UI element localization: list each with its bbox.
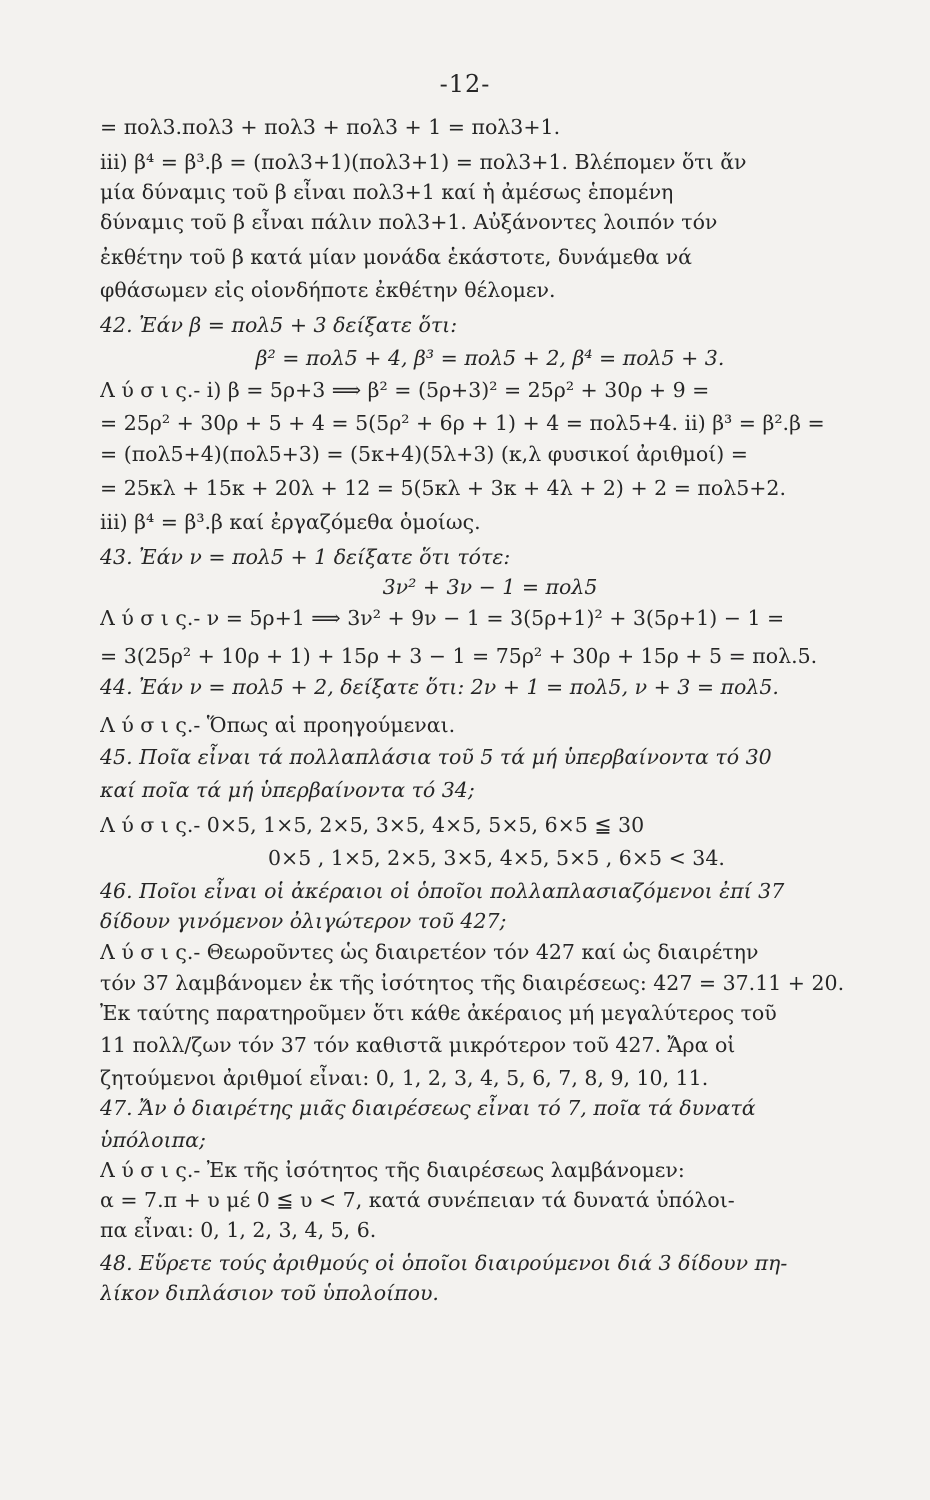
text-line: 0×5 , 1×5, 2×5, 3×5, 4×5, 5×5 , 6×5 < 34. bbox=[268, 846, 725, 870]
text-line: 44. Ἐάν ν = πολ5 + 2, δείξατε ὅτι: 2ν + 1 = πολ5, ν + 3 = πολ5. bbox=[100, 675, 779, 699]
text-line: 43. Ἐάν ν = πολ5 + 1 δείξατε ὅτι τότε: bbox=[100, 545, 511, 569]
text-line: λίκον διπλάσιον τοῦ ὑπολοίπου. bbox=[100, 1281, 439, 1305]
text-line: Λ ύ σ ι ς.- Ὅπως αἱ προηγούμεναι. bbox=[100, 713, 456, 737]
text-line: α = 7.π + υ μέ 0 ≦ υ < 7, κατά συνέπειαν τά δυνατά ὑπόλοι- bbox=[100, 1188, 735, 1212]
text-line: 48. Εὕρετε τούς ἀριθμούς οἱ ὁποῖοι διαιρούμενοι διά 3 δίδουν πη- bbox=[100, 1251, 788, 1275]
text-line: φθάσωμεν εἰς οἱονδήποτε ἐκθέτην θέλομεν. bbox=[100, 278, 556, 302]
text-line: iii) β⁴ = β³.β καί ἐργαζόμεθα ὁμοίως. bbox=[100, 510, 481, 534]
text-line: Ἐκ ταύτης παρατηροῦμεν ὅτι κάθε ἀκέραιος μή μεγαλύτερος τοῦ bbox=[100, 1001, 777, 1025]
text-line: = 25ρ² + 30ρ + 5 + 4 = 5(5ρ² + 6ρ + 1) + 4 = πολ5+4. ii) β³ = β².β = bbox=[100, 411, 825, 435]
text-line: Λ ύ σ ι ς.- ν = 5ρ+1 ⟹ 3ν² + 9ν − 1 = 3(5ρ+1)² + 3(5ρ+1) − 1 = bbox=[100, 606, 785, 630]
text-line: ζητούμενοι ἀριθμοί εἶναι: 0, 1, 2, 3, 4, 5, 6, 7, 8, 9, 10, 11. bbox=[100, 1066, 709, 1090]
text-line: = (πολ5+4)(πολ5+3) = (5κ+4)(5λ+3) (κ,λ φυσικοί ἀριθμοί) = bbox=[100, 442, 748, 466]
text-line: δύναμις τοῦ β εἶναι πάλιν πολ3+1. Αὐξάνοντες λοιπόν τόν bbox=[100, 210, 718, 234]
text-line: ἐκθέτην τοῦ β κατά μίαν μονάδα ἑκάστοτε, δυνάμεθα νά bbox=[100, 245, 693, 269]
page-number: -12- bbox=[439, 70, 491, 98]
text-line: = 3(25ρ² + 10ρ + 1) + 15ρ + 3 − 1 = 75ρ² + 30ρ + 15ρ + 5 = πολ.5. bbox=[100, 644, 818, 668]
text-line: Λ ύ σ ι ς.- Ἐκ τῆς ἰσότητος τῆς διαιρέσεως λαμβάνομεν: bbox=[100, 1158, 685, 1182]
text-line: ὑπόλοιπα; bbox=[100, 1128, 206, 1152]
text-line: καί ποῖα τά μή ὑπερβαίνοντα τό 34; bbox=[100, 778, 475, 802]
text-line: δίδουν γινόμενον ὀλιγώτερον τοῦ 427; bbox=[100, 909, 507, 933]
text-line: πα εἶναι: 0, 1, 2, 3, 4, 5, 6. bbox=[100, 1218, 377, 1242]
text-line: Λ ύ σ ι ς.- i) β = 5ρ+3 ⟹ β² = (5ρ+3)² = 25ρ² + 30ρ + 9 = bbox=[100, 378, 710, 402]
text-line: 47. Ἄν ὁ διαιρέτης μιᾶς διαιρέσεως εἶναι τό 7, ποῖα τά δυνατά bbox=[100, 1096, 756, 1120]
text-line: 3ν² + 3ν − 1 = πολ5 bbox=[382, 575, 598, 599]
text-line: τόν 37 λαμβάνομεν ἐκ τῆς ἰσότητος τῆς διαιρέσεως: 427 = 37.11 + 20. bbox=[100, 971, 845, 995]
text-line: 46. Ποῖοι εἶναι οἱ ἀκέραιοι οἱ ὁποῖοι πολλαπλασιαζόμενοι ἐπί 37 bbox=[100, 879, 785, 903]
text-line: = πολ3.πολ3 + πολ3 + πολ3 + 1 = πολ3+1. bbox=[100, 115, 561, 139]
text-line: Λ ύ σ ι ς.- 0×5, 1×5, 2×5, 3×5, 4×5, 5×5, 6×5 ≦ 30 bbox=[100, 813, 645, 837]
text-line: 11 πολλ/ζων τόν 37 τόν καθιστᾶ μικρότερον τοῦ 427. Ἄρα οἱ bbox=[100, 1033, 736, 1057]
text-line: 45. Ποῖα εἶναι τά πολλαπλάσια τοῦ 5 τά μή ὑπερβαίνοντα τό 30 bbox=[100, 745, 772, 769]
text-line: iii) β⁴ = β³.β = (πολ3+1)(πολ3+1) = πολ3+1. Βλέπομεν ὅτι ἄν bbox=[100, 150, 747, 174]
text-line: = 25κλ + 15κ + 20λ + 12 = 5(5κλ + 3κ + 4λ + 2) + 2 = πολ5+2. bbox=[100, 476, 786, 500]
text-line: μία δύναμις τοῦ β εἶναι πολ3+1 καί ἡ ἀμέσως ἑπομένη bbox=[100, 180, 674, 204]
text-line: 42. Ἐάν β = πολ5 + 3 δείξατε ὅτι: bbox=[100, 313, 458, 337]
text-line: β² = πολ5 + 4, β³ = πολ5 + 2, β⁴ = πολ5 + 3. bbox=[255, 346, 725, 370]
text-line: Λ ύ σ ι ς.- Θεωροῦντες ὡς διαιρετέον τόν 427 καί ὡς διαιρέτην bbox=[100, 940, 759, 964]
